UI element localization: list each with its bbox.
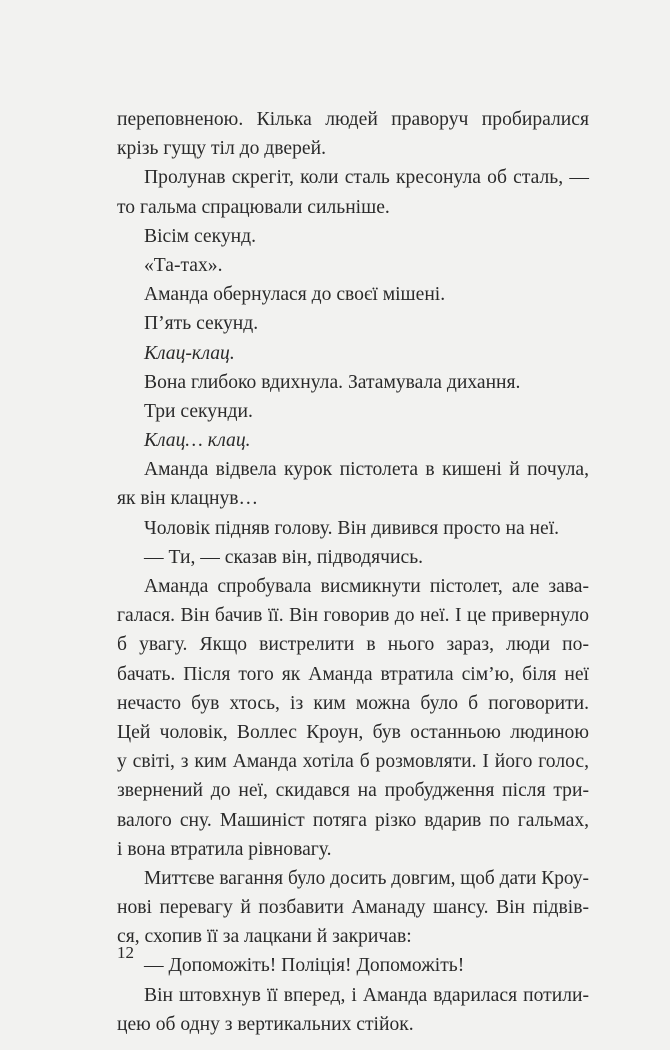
- text-line: у світі, з ким Аманда хотіла б розмовляти. І його голос,: [117, 751, 590, 773]
- text-line: Три секунди.: [144, 400, 253, 422]
- text-line: — Допоможіть! Поліція! Допоможіть!: [144, 955, 465, 977]
- text-line: Цей чоловік, Воллес Кроун, був останньою людиною: [117, 721, 589, 743]
- text-line: бачать. Після того як Аманда втратила сім’ю, біля неї: [117, 663, 589, 685]
- text-line: Клац-клац.: [144, 342, 235, 364]
- text-line: нові перевагу й позбавити Аманаду шансу. Він підвів-: [117, 897, 589, 919]
- text-line: Вісім секунд.: [144, 225, 256, 247]
- text-line: Чоловік підняв голову. Він дивився просто на неї.: [144, 517, 560, 539]
- text-line: переповненою. Кілька людей праворуч пробиралися: [117, 109, 589, 130]
- text-line: Вона глибоко вдихнула. Затамувала дихання.: [144, 371, 521, 393]
- text-line: Аманда спробувала висмикнути пістолет, але зава-: [144, 576, 589, 597]
- body-text: [117, 105, 589, 1039]
- text-line: звернений до неї, скидався на пробудження після три-: [117, 780, 589, 802]
- text-line: П’ять секунд.: [144, 313, 259, 335]
- text-line: Аманда відвела курок пістолета в кишені й почула,: [144, 459, 590, 481]
- text-line: Пролунав скрегіт, коли сталь кресонула об сталь, —: [144, 167, 589, 189]
- text-line: Він штовхнув її вперед, і Аманда вдарилася потили-: [144, 984, 589, 1006]
- text-line: валого сну. Машиніст потяга різко вдарив по гальмах,: [117, 809, 590, 831]
- text-line: галася. Він бачив її. Він говорив до неї. І це привернуло: [117, 605, 590, 627]
- text-line: б увагу. Якщо вистрелити в нього зараз, люди по-: [117, 634, 589, 656]
- text-line: і вона втратила рівновагу.: [117, 838, 332, 860]
- text-line: крізь гущу тіл до дверей.: [117, 138, 326, 160]
- text-line: Миттєве вагання було досить довгим, щоб дати Кроу-: [144, 867, 590, 889]
- text-line: — Ти, — сказав він, підводячись.: [144, 546, 424, 568]
- text-line: цею об одну з вертикальних стійок.: [117, 1013, 414, 1035]
- text-line: «Та-тах».: [144, 254, 223, 276]
- text-line: нечасто був хтось, із ким можна було б поговорити.: [117, 692, 590, 714]
- text-line: Аманда обернулася до своєї мішені.: [144, 284, 446, 306]
- text-line: то гальма спрацювали сильніше.: [117, 196, 390, 218]
- page-number: 12: [117, 943, 134, 962]
- text-line: ся, схопив її за лацкани й закричав:: [117, 926, 412, 948]
- text-line: Клац… клац.: [144, 430, 251, 452]
- text-line: як він клацнув…: [117, 488, 259, 510]
